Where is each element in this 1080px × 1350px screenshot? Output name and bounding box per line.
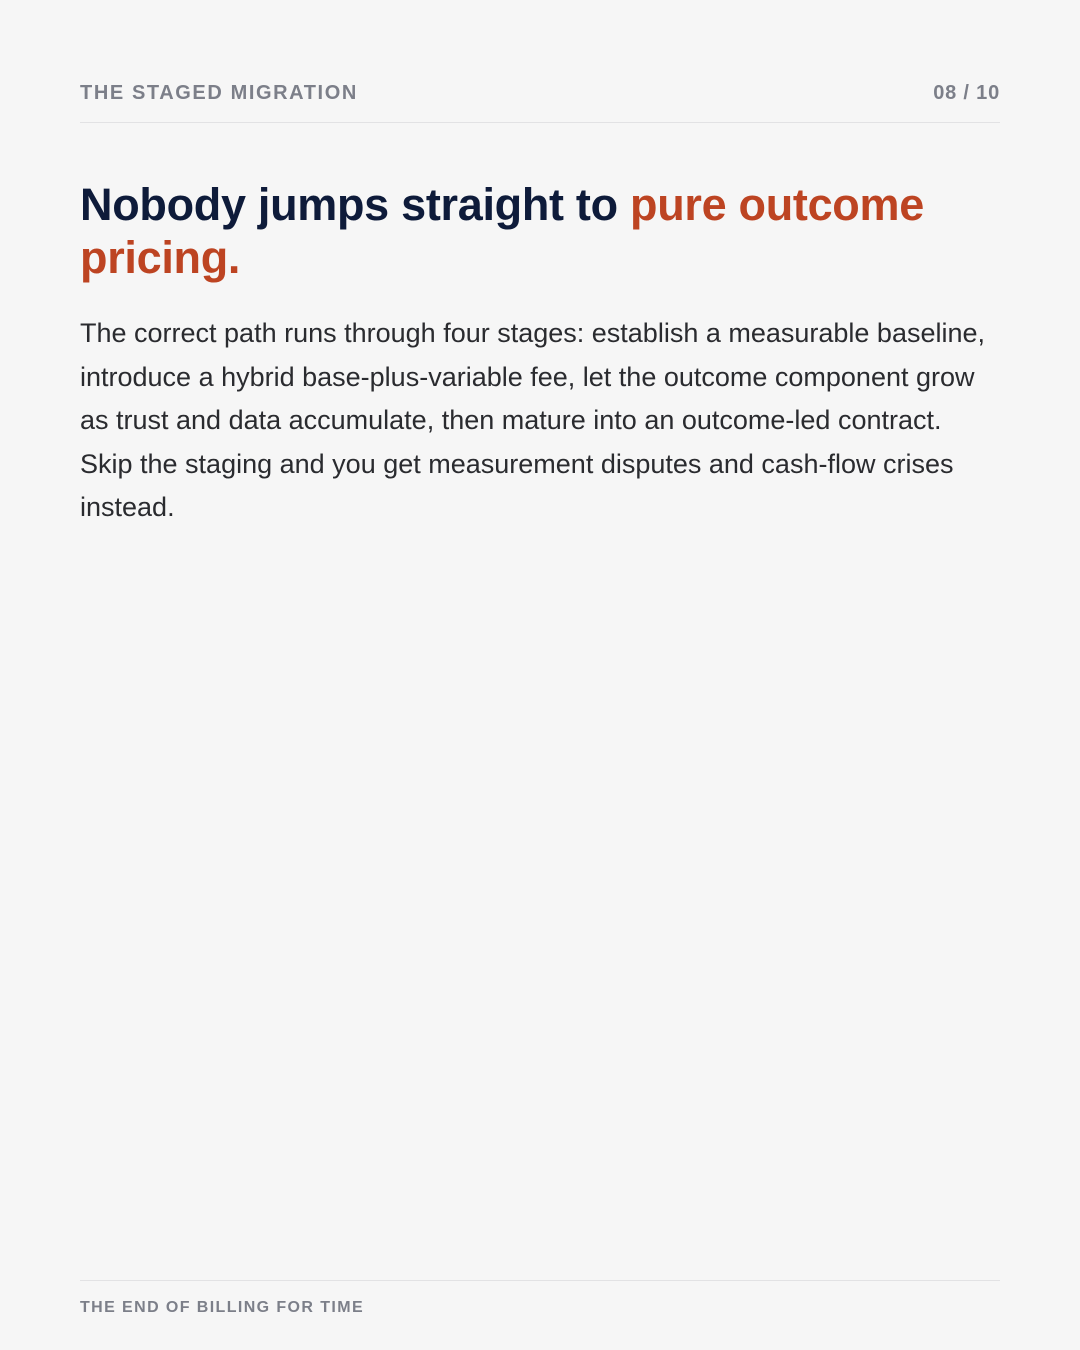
slide-header: [80, 80, 1000, 123]
headline-accent: pure outcome pricing.: [80, 179, 924, 283]
body-paragraph: The correct path runs through four stages: establish a measurable baseline, introduce a hybrid base-plus-variable fee, let the outcome component grow as trust and data accumulate, then mature into an outcome-led contract. Skip the staging and you get measurement disputes and cash-flow crises instead.: [80, 318, 986, 522]
section-label: THE STAGED MIGRATION: [80, 82, 358, 104]
page-counter: 08 / 10: [933, 82, 1000, 104]
headline: [80, 178, 1000, 284]
footer-label: THE END OF BILLING FOR TIME: [80, 1299, 365, 1316]
slide-footer: [80, 1280, 1000, 1318]
headline-lead: Nobody jumps straight to: [80, 179, 630, 230]
